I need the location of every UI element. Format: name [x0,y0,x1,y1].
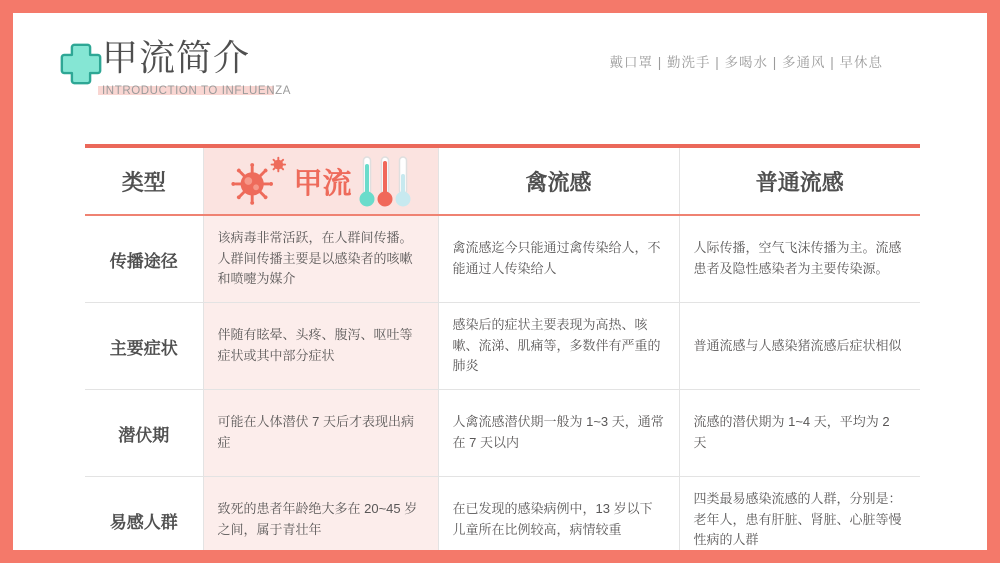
cell-jialiu-incubation: 可能在人体潜伏 7 天后才表现出病症 [203,390,438,477]
title-block [102,37,292,98]
cell-common-transmission: 人际传播，空气飞沫传播为主。流感患者及隐性感染者为主要传染源。 [679,215,920,303]
table-header-row [85,146,920,215]
table-row [85,477,920,563]
cell-common-incubation: 流感的潜伏期为 1~4 天，平均为 2 天 [679,390,920,477]
table-row [85,215,920,303]
row-label-susceptible: 易感人群 [85,477,203,563]
row-label-incubation: 潜伏期 [85,390,203,477]
medical-cross-icon [58,41,104,87]
cell-jialiu-susceptible: 致死的患者年龄绝大多在 20~45 岁之间，属于青壮年 [203,477,438,563]
virus-icon [228,155,288,207]
row-label-transmission: 传播途径 [85,215,203,303]
cell-common-susceptible: 四类最易感染流感的人群，分别是：老年人，患有肝脏、肾脏、心脏等慢性病的人群 [679,477,920,563]
page-subtitle: INTRODUCTION TO INFLUENZA [102,85,291,98]
thermometers-icon [357,154,413,208]
subtitle-row [102,81,292,98]
cell-avian-transmission: 禽流感迄今只能通过禽传染给人，不能通过人传染给人 [438,215,679,303]
row-label-symptoms: 主要症状 [85,303,203,390]
jialiu-label: 甲流 [293,167,352,200]
table-row [85,390,920,477]
table-row [85,303,920,390]
health-tips: 戴口罩 | 勤洗手 | 多喝水 | 多通风 | 早休息 [609,55,883,70]
column-header-common: 普通流感 [679,146,920,215]
cell-common-symptoms: 普通流感与人感染猪流感后症状相似 [679,303,920,390]
column-header-avian: 禽流感 [438,146,679,215]
column-header-jialiu [203,146,438,215]
cell-avian-symptoms: 感染后的症状主要表现为高热、咳嗽、流涕、肌痛等，多数伴有严重的肺炎 [438,303,679,390]
column-header-type: 类型 [85,146,203,215]
cell-avian-incubation: 人禽流感潜伏期一般为 1~3 天，通常在 7 天以内 [438,390,679,477]
flu-comparison-table [85,144,920,563]
cell-avian-susceptible: 在已发现的感染病例中，13 岁以下儿童所在比例较高，病情较重 [438,477,679,563]
page-title: 甲流简介 [102,37,251,78]
cell-jialiu-symptoms: 伴随有眩晕、头疼、腹泻、呕吐等症状或其中部分症状 [203,303,438,390]
cell-jialiu-transmission: 该病毒非常活跃，在人群间传播。人群间传播主要是以感染者的咳嗽和喷嚏为媒介 [203,215,438,303]
